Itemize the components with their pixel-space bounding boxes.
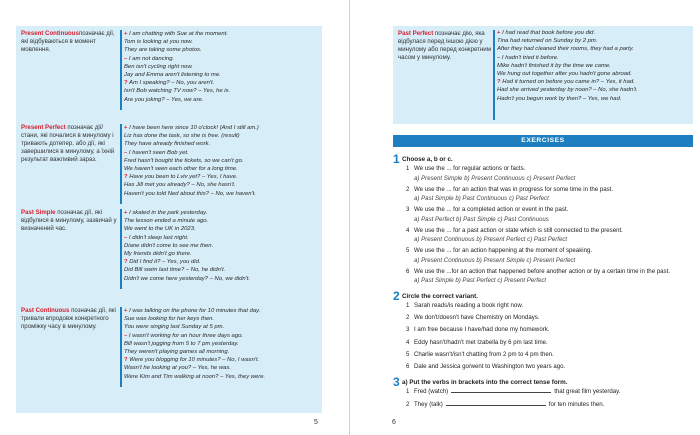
- exercise-item: [406, 362, 565, 371]
- example-line: Had she arrived yesterday by noon? – No, she hadn't.: [497, 87, 638, 94]
- sign-marker: –: [124, 234, 128, 241]
- example-line: Tina had returned on Sunday by 2 pm.: [497, 38, 598, 45]
- example-line: We hung out together after you hadn't gone abroad.: [497, 71, 632, 78]
- grammar-row: [16, 124, 322, 216]
- sign-marker: –: [497, 54, 501, 61]
- example-line: After they had cleaned their rooms, they had a party.: [497, 46, 634, 53]
- item-continuation: that great film yesterday.: [554, 388, 621, 395]
- item-number: 2: [406, 314, 410, 322]
- example-line: Are you joking? – Yes, we are.: [124, 96, 204, 103]
- exercise-item: [406, 185, 613, 194]
- grammar-description: [21, 124, 117, 164]
- grammar-box-left: [16, 26, 322, 413]
- example-text: Did I find it? – Yes, you did.: [127, 259, 201, 266]
- example-line: Bill wasn't jogging from 5 to 7 pm yesterday.: [124, 340, 239, 347]
- item-number: 5: [406, 247, 410, 254]
- grammar-examples: [124, 209, 319, 283]
- example-text: I didn't sleep last night.: [127, 234, 189, 241]
- grammar-term: Past Continuous: [21, 307, 70, 314]
- example-line: Jay and Emma aren't listening to me.: [124, 72, 221, 79]
- example-line: [124, 332, 319, 340]
- grammar-row: [16, 209, 322, 301]
- sign-marker: –: [124, 332, 128, 339]
- sign-marker: +: [124, 125, 128, 131]
- grammar-desc-text: позначає дії, які відбулися в минулому, зазвичай у визначений час.: [21, 209, 117, 232]
- grammar-examples: [124, 124, 319, 198]
- grammar-examples: [124, 307, 319, 381]
- example-line: They have already finished work.: [124, 141, 211, 148]
- example-text: Were you blogging for 10 minutes? – No, I wasn't.: [127, 357, 260, 364]
- example-text: I skated in the park yesterday.: [127, 210, 208, 216]
- exercise-item: [406, 313, 540, 322]
- exercise-item: [406, 205, 568, 214]
- example-line: [124, 307, 319, 315]
- item-number: 1: [406, 388, 410, 395]
- example-line: [124, 79, 319, 87]
- grammar-description: [21, 30, 117, 54]
- exercise-item: [406, 387, 620, 396]
- example-line: Liz has done the task, so she is free. (result): [124, 133, 240, 140]
- grammar-desc-text: позначає дії/стани, які почалися в минулому і тривають дотепер, або дії, які завершилися в минулому, а їхній результат важливий зараз.: [21, 124, 115, 163]
- example-line: [497, 29, 690, 37]
- example-line: [124, 149, 319, 157]
- past-perfect-description: [398, 30, 494, 62]
- past-perfect-examples: [497, 29, 690, 103]
- example-line: Did Bill swim last time? – No, he didn't.: [124, 267, 226, 274]
- item-text: Sarah reads/is reading a book right now.: [414, 302, 524, 309]
- item-number: 5: [406, 350, 410, 358]
- example-line: [124, 124, 319, 132]
- exercise-number: 1: [393, 152, 400, 166]
- item-options: a) Present Continuous b) Present Perfect c) Past Perfect: [414, 236, 568, 243]
- grammar-description: [21, 307, 117, 331]
- example-line: [497, 78, 690, 86]
- item-options: a) Past Perfect b) Past Simple c) Past Continuous: [414, 215, 549, 223]
- item-text: We use the ... for regular actions or facts.: [414, 165, 526, 172]
- item-text: We use the ...for an action that happened before another action or by a certain time in the past.: [414, 267, 670, 275]
- sign-marker: –: [124, 149, 128, 156]
- divider-bar: [493, 30, 495, 120]
- divider-bar: [120, 30, 122, 110]
- exercise-item: [406, 246, 592, 255]
- item-number: 6: [406, 363, 410, 370]
- item-text: We don't/doesn't have Chemistry on Mondays.: [414, 314, 540, 322]
- example-line: Has Jill met you already? – No, she hasn't.: [124, 182, 236, 189]
- page-number-left: 5: [314, 419, 318, 426]
- item-prompt: Fred (watch): [414, 388, 449, 395]
- example-line: [124, 173, 319, 181]
- example-line: Haven't you told Ned about this? – No, we haven't.: [124, 190, 256, 197]
- item-number: 4: [406, 226, 410, 234]
- example-line: My friends didn't go there.: [124, 251, 192, 258]
- exercise-item: [406, 325, 550, 334]
- grammar-term: Past Simple: [21, 209, 56, 216]
- exercise-item: [406, 338, 548, 347]
- sign-marker: +: [124, 31, 128, 37]
- exercise-item: [406, 350, 554, 359]
- item-number: 1: [406, 302, 410, 309]
- example-text: I hadn't tried it before.: [500, 54, 559, 61]
- grammar-row: [16, 307, 322, 399]
- item-options: a) Past Simple b) Past Perfect c) Present Perfect: [414, 277, 547, 284]
- example-text: I had read that book before you did.: [500, 30, 596, 36]
- example-line: Isn't Bob watching TV now? – Yes, he is.: [124, 88, 231, 95]
- example-text: I am not dancing.: [127, 55, 175, 62]
- example-line: [124, 234, 319, 242]
- exercise-item: [406, 301, 523, 310]
- past-perfect-desc-text: позначає дію, яка відбулася перед іншою дією у минулому або перед конкретним часом у минулому.: [398, 30, 491, 61]
- example-line: Sue was looking for her keys then.: [124, 316, 215, 323]
- sign-marker: ?: [124, 259, 128, 266]
- item-text: Eddy hasn't/hadn't met Izabella by 6 pm last time.: [414, 338, 548, 346]
- example-line: Ben isn't cycling right now.: [124, 63, 193, 70]
- divider-bar: [120, 307, 122, 387]
- grammar-desc-text: позначає дії, які відбуваються в момент мовлення.: [21, 30, 115, 53]
- sign-marker: –: [124, 55, 128, 62]
- example-line: Hadn't you begun work by then? – Yes, we had.: [497, 95, 622, 102]
- divider-bar: [120, 124, 122, 204]
- grammar-row: [16, 30, 322, 122]
- exercise-title: Choose a, b or c.: [402, 156, 453, 163]
- example-text: Have you been to Lviv yet? – Yes, I have.: [127, 174, 238, 181]
- item-text: We use the ... for an action that was in progress for some time in the past.: [414, 185, 614, 193]
- sign-marker: ?: [124, 174, 128, 181]
- example-text: I have been here since 10 o'clock! (And I still am.): [127, 125, 259, 131]
- example-text: I wasn't working for an hour three days ago.: [127, 332, 244, 339]
- grammar-examples: [124, 30, 319, 104]
- example-text: I haven't seen Bob yet.: [127, 149, 189, 156]
- grammar-term: Present Continuous: [21, 30, 79, 37]
- exercise-item: [406, 400, 604, 409]
- example-line: [497, 54, 690, 62]
- item-number: 4: [406, 338, 410, 346]
- example-text: Am I speaking? – No, you aren't.: [127, 80, 215, 87]
- exercise-1: [393, 153, 693, 288]
- item-number: 1: [406, 165, 410, 172]
- item-prompt: They (talk): [414, 401, 443, 408]
- item-options: a) Past Simple b) Past Continuous c) Past Perfect: [414, 195, 549, 202]
- exercise-title: a) Put the verbs in brackets into the correct tense form.: [402, 379, 568, 386]
- grammar-desc-text: позначає дії, які тривали впродовж конкретного проміжку часу в минулому.: [21, 307, 116, 330]
- exercise-number: 3: [393, 375, 400, 389]
- divider-bar: [120, 209, 122, 289]
- past-perfect-term: Past Perfect: [398, 30, 434, 37]
- example-line: The lesson ended a minute ago.: [124, 218, 209, 225]
- example-line: [124, 258, 319, 266]
- example-line: Diane didn't come to see me then.: [124, 242, 214, 249]
- sign-marker: +: [124, 308, 128, 314]
- item-text: I am free because I have/had done my homework.: [414, 326, 550, 334]
- exercise-3: [393, 376, 693, 416]
- example-line: [124, 30, 319, 38]
- sign-marker: +: [124, 210, 128, 216]
- item-text: We use the ... for a completed action or event in the past.: [414, 206, 569, 213]
- item-number: 2: [406, 401, 410, 408]
- example-line: Tom is looking at you now.: [124, 39, 193, 46]
- sign-marker: ?: [497, 79, 501, 86]
- example-line: We went to the UK in 2023.: [124, 226, 196, 233]
- item-number: 3: [406, 326, 410, 334]
- exercise-2: [393, 290, 693, 375]
- item-number: 6: [406, 267, 410, 275]
- example-line: Mike hadn't finished it by the time we came.: [497, 62, 611, 69]
- item-options: a) Present Continuous b) Present Simple c) Present Perfect: [414, 256, 576, 264]
- item-number: 3: [406, 206, 410, 213]
- item-continuation: for ten minutes then.: [548, 401, 605, 408]
- past-perfect-box: [393, 26, 693, 124]
- example-line: [124, 356, 319, 364]
- example-line: [124, 209, 319, 217]
- example-text: I am chatting with Sue at the moment.: [127, 31, 228, 37]
- item-options: a) Present Simple b) Present Continuous c) Present Perfect: [414, 174, 576, 182]
- exercise-item: [406, 267, 670, 276]
- item-text: We use the ... for a past action or state which is still connected to the present.: [414, 226, 623, 234]
- example-line: Fred hasn't bought the tickets, so we can't go.: [124, 157, 244, 164]
- exercise-number: 2: [393, 289, 400, 303]
- sign-marker: ?: [124, 357, 128, 364]
- example-line: They are taking some photos.: [124, 47, 202, 54]
- exercises-header: EXERCISES: [393, 135, 693, 147]
- answer-blank: [451, 387, 551, 393]
- exercise-item: [406, 164, 525, 173]
- example-line: We haven't seen each other for a long time.: [124, 166, 238, 173]
- example-line: You were singing last Sunday at 5 pm.: [124, 324, 225, 331]
- item-text: We use the ... for an action happening at the moment of speaking.: [414, 247, 593, 254]
- example-line: Wasn't he looking at you? – Yes, he was.: [124, 365, 232, 372]
- item-text: Dale and Jessica go/went to Washington two years ago.: [414, 363, 566, 370]
- example-line: Were Kim and Tim walking at noon? – Yes, they were.: [124, 373, 266, 380]
- example-text: I was talking on the phone for 10 minutes that day.: [127, 308, 261, 314]
- example-text: Had it turned on before you came in? – Yes, it had.: [500, 79, 635, 86]
- sign-marker: ?: [124, 80, 128, 87]
- grammar-term: Present Perfect: [21, 124, 66, 131]
- sign-marker: +: [497, 30, 501, 36]
- exercise-item: [406, 226, 623, 235]
- item-text: Charlie wasn't/isn't chatting from 2 pm to 4 pm then.: [414, 350, 554, 358]
- example-line: [124, 55, 319, 63]
- exercise-title: Circle the correct variant.: [402, 293, 478, 300]
- item-number: 2: [406, 185, 410, 193]
- example-line: They weren't playing games all morning.: [124, 349, 230, 356]
- page-number-right: 6: [392, 419, 396, 426]
- example-line: Didn't we come here yesterday? – No, we didn't.: [124, 275, 251, 282]
- grammar-description: [21, 209, 117, 233]
- answer-blank: [446, 400, 546, 406]
